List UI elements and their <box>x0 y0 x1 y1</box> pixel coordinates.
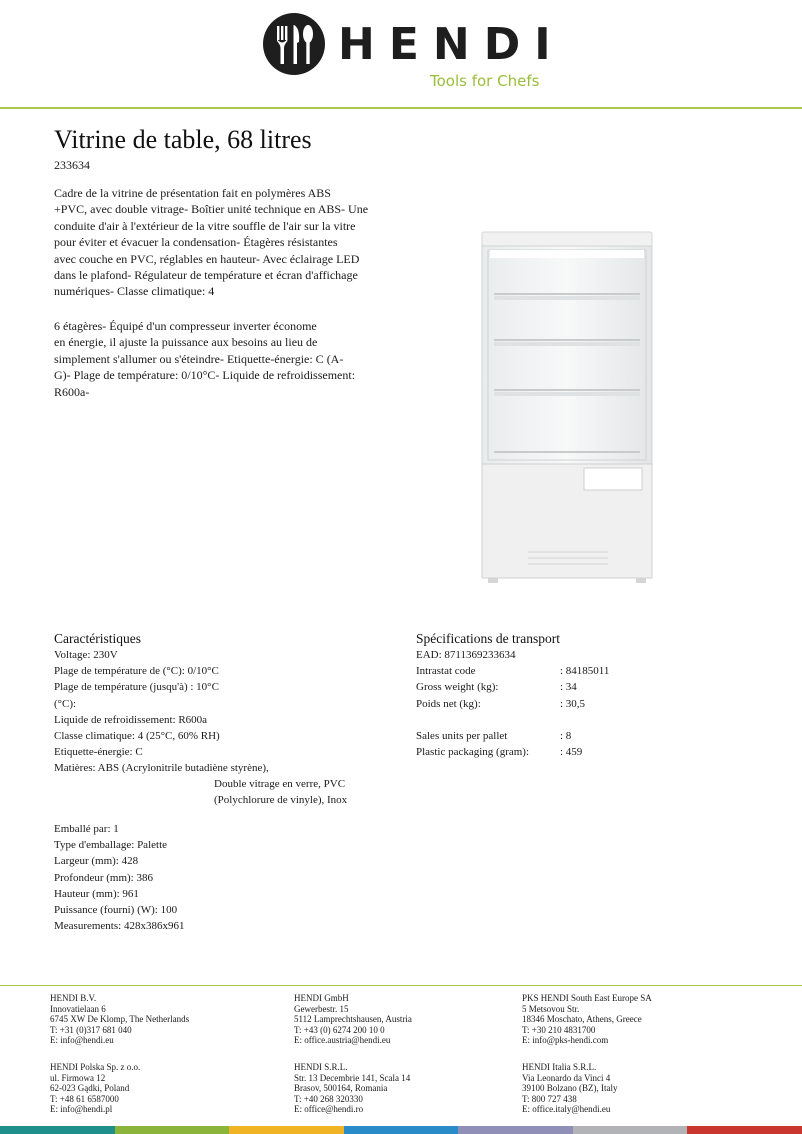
color-stripe <box>0 1126 115 1134</box>
office-address <box>294 1062 410 1115</box>
transport-value: : 84185011 <box>560 665 610 678</box>
office-city: 5112 Lamprechtshausen, Austria <box>294 1014 412 1025</box>
transport-row <box>416 744 666 760</box>
office-city: 62-023 Gądki, Poland <box>50 1083 130 1094</box>
transport-label: Poids net (kg): <box>416 697 481 710</box>
transport-row <box>416 712 666 728</box>
transport-label: EAD: 8711369233634 <box>416 649 516 661</box>
office-street: ul. Firmowa 12 <box>50 1072 106 1083</box>
office-city: 6745 XW De Klomp, The Netherlands <box>50 1014 190 1025</box>
transport-row <box>416 728 666 744</box>
office-street: Via Leonardo da Vinci 4 <box>522 1072 611 1083</box>
office-name: PKS HENDI South East Europe SA <box>522 993 652 1003</box>
office-email: E: office.austria@hendi.eu <box>294 1035 391 1046</box>
office-phone: T: 800 727 438 <box>522 1093 577 1104</box>
office-email: E: info@pks-hendi.com <box>522 1035 609 1046</box>
transport-label: Gross weight (kg): <box>416 681 499 694</box>
transport-value: : 34 <box>560 681 577 694</box>
office-phone: T: +31 (0)317 681 040 <box>50 1024 132 1035</box>
color-stripe <box>229 1126 344 1134</box>
transport-value: : 459 <box>560 746 583 759</box>
color-stripe <box>458 1126 573 1134</box>
office-city: 39100 Bolzano (BZ), Italy <box>522 1083 618 1094</box>
spec-row: Etiquette-énergie: C <box>54 746 143 759</box>
brand-name: HENDI <box>338 19 565 70</box>
spec-row: Largeur (mm): 428 <box>54 855 139 868</box>
spec-row: Liquide de refroidissement: R600a <box>54 713 208 726</box>
spec-row: (Polychlorure de vinyle), Inox <box>214 794 348 807</box>
display-fridge-image <box>468 230 664 586</box>
office-street: 5 Metsovou Str. <box>522 1003 580 1014</box>
office-phone: T: +48 61 6587000 <box>50 1093 119 1104</box>
spec-row: Emballé par: 1 <box>54 823 119 835</box>
spec-row: Type d'emballage: Palette <box>54 839 168 852</box>
office-city: Brasov, 500164, Romania <box>294 1083 388 1094</box>
spec-row: Plage de température (jusqu'à) : 10°C <box>54 681 219 694</box>
office-address <box>50 993 189 1046</box>
spec-row: Classe climatique: 4 (25°C, 60% RH) <box>54 729 220 742</box>
office-name: HENDI S.R.L. <box>294 1062 348 1072</box>
office-name: HENDI Polska Sp. z o.o. <box>50 1062 141 1072</box>
office-address <box>294 993 412 1046</box>
office-phone: T: +40 268 320330 <box>294 1093 363 1104</box>
specs-list <box>54 647 269 777</box>
transport-label: Plastic packaging (gram): <box>416 746 530 759</box>
color-stripe <box>687 1126 802 1134</box>
transport-row <box>416 663 666 679</box>
office-address <box>50 1062 140 1115</box>
transport-list <box>416 647 666 760</box>
office-city: 18346 Moschato, Athens, Greece <box>522 1014 642 1025</box>
office-phone: T: +43 (0) 6274 200 10 0 <box>294 1024 385 1035</box>
fork-knife-spoon-icon <box>262 12 326 76</box>
transport-label: Intrastat code <box>416 665 476 678</box>
packaging-list <box>54 821 184 934</box>
spec-row: Hauteur (mm): 961 <box>54 887 139 900</box>
office-street: Gewerbestr. 15 <box>294 1003 349 1014</box>
office-email: E: office.italy@hendi.eu <box>522 1104 611 1115</box>
footer-divider <box>0 985 802 986</box>
transport-label: Sales units per pallet <box>416 729 508 742</box>
office-email: E: office@hendi.ro <box>294 1104 364 1115</box>
header-divider <box>0 107 802 109</box>
spec-row: Profondeur (mm): 386 <box>54 871 153 884</box>
office-name: HENDI Italia S.R.L. <box>522 1062 597 1072</box>
product-code: 233634 <box>54 158 90 172</box>
materials-continued <box>214 776 347 808</box>
office-street: Str. 13 Decembrie 141, Scala 14 <box>294 1072 411 1083</box>
office-street: Innovatielaan 6 <box>50 1003 106 1014</box>
footer-color-bar <box>0 1126 802 1134</box>
spec-row: Puissance (fourni) (W): 100 <box>54 904 178 917</box>
office-phone: T: +30 210 4831700 <box>522 1024 596 1035</box>
transport-row <box>416 679 666 695</box>
specs-title: Caractéristiques <box>54 631 141 646</box>
transport-title: Spécifications de transport <box>416 631 560 646</box>
office-email: E: info@hendi.eu <box>50 1035 114 1046</box>
office-name: HENDI B.V. <box>50 993 97 1003</box>
office-address <box>522 993 652 1046</box>
spec-row: Voltage: 230V <box>54 649 118 661</box>
product-title: Vitrine de table, 68 litres <box>54 125 312 154</box>
product-description: Cadre de la vitrine de présentation fait en polymères ABS +PVC, avec double vitrage- Boîtier unité technique en ABS- Une conduite d'air à l'extérieur de la vitre souffle de l'air sur la vitre pour éviter et évacuer la condensation- Étagères résistantes avec couche en PVC, réglables en hauteur- Avec éclairage LED dans le plafond- Régulateur de température et écran d'affichage numériques- Classe climatique: 4 <box>54 186 369 299</box>
spec-row: Matières: ABS (Acrylonitrile butadiène styrène), <box>54 762 269 775</box>
spec-row: Measurements: 428x386x961 <box>54 920 185 933</box>
brand-tagline: Tools for Chefs <box>430 72 540 90</box>
office-email: E: info@hendi.pl <box>50 1104 113 1115</box>
office-name: HENDI GmbH <box>294 993 349 1003</box>
transport-value: : 8 <box>560 729 572 742</box>
color-stripe <box>115 1126 230 1134</box>
transport-row <box>416 647 666 663</box>
product-description-extra: 6 étagères- Équipé d'un compresseur inverter économe en énergie, il ajuste la puissance aux besoins au lieu de simplement s'allumer ou s'éteindre- Etiquette-énergie: C (A- G)- Plage de température: 0/10°C- Liquide de refroidissement: R600a- <box>54 319 356 399</box>
color-stripe <box>573 1126 688 1134</box>
transport-value: : 30,5 <box>560 697 586 710</box>
color-stripe <box>344 1126 459 1134</box>
spec-row: Double vitrage en verre, PVC <box>214 778 346 790</box>
spec-row: Plage de température de (°C): 0/10°C <box>54 665 219 678</box>
transport-row <box>416 696 666 712</box>
office-address <box>522 1062 617 1115</box>
spec-row: (°C): <box>54 697 77 710</box>
